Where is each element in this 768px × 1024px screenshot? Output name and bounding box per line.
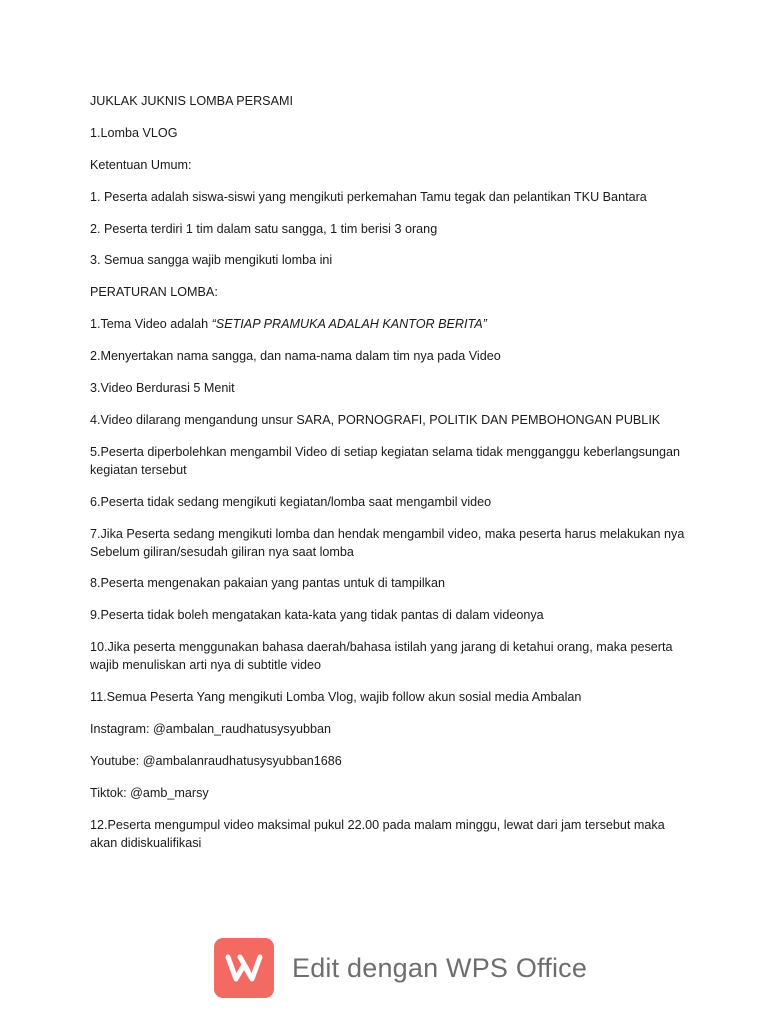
general-heading: Ketentuan Umum: bbox=[90, 157, 192, 172]
rule-item: 11.Semua Peserta Yang mengikuti Lomba Vlog, wajib follow akun sosial media Ambalan bbox=[90, 690, 582, 705]
rule-item: 9.Peserta tidak boleh mengatakan kata-kata yang tidak pantas di dalam videonya bbox=[90, 608, 544, 623]
rule-item: 2.Menyertakan nama sangga, dan nama-nama dalam tim nya pada Video bbox=[90, 349, 501, 364]
wps-edit-banner[interactable] bbox=[214, 936, 587, 1000]
rule1-prefix: 1.Tema Video adalah bbox=[90, 317, 212, 332]
instagram-handle: Instagram: @ambalan_raudhatusysyubban bbox=[90, 722, 332, 737]
rule-item: 10.Jika peserta menggunakan bahasa daerah/bahasa istilah yang jarang di ketahui orang, maka peserta wajib menuliskan arti nya di subtitle video bbox=[90, 640, 673, 673]
rule-item: 4.Video dilarang mengandung unsur SARA, PORNOGRAFI, POLITIK DAN PEMBOHONGAN PUBLIK bbox=[90, 412, 661, 427]
rule-item: 8.Peserta mengenakan pakaian yang pantas untuk di tampilkan bbox=[90, 576, 445, 591]
rule-item: 3.Video Berdurasi 5 Menit bbox=[90, 381, 235, 396]
wps-edit-text[interactable]: Edit dengan WPS Office bbox=[292, 952, 588, 983]
document-body bbox=[90, 92, 690, 866]
youtube-handle: Youtube: @ambalanraudhatusysyubban1686 bbox=[90, 753, 342, 768]
rule1-theme: “SETIAP PRAMUKA ADALAH KANTOR BERITA” bbox=[211, 317, 487, 332]
general-item: 1. Peserta adalah siswa-siswi yang mengikuti perkemahan Tamu tegak dan pelantikan TKU Bantara bbox=[90, 189, 647, 204]
rule-item: 5.Peserta diperbolehkan mengambil Video di setiap kegiatan selama tidak mengganggu keberlangsungan kegiatan tersebut bbox=[90, 444, 680, 477]
wps-logo-icon[interactable] bbox=[214, 938, 274, 998]
rule-item bbox=[90, 315, 690, 333]
document-title: JUKLAK JUKNIS LOMBA PERSAMI bbox=[90, 94, 293, 108]
general-item: 3. Semua sangga wajib mengikuti lomba ini bbox=[90, 253, 333, 268]
rule-item: 7.Jika Peserta sedang mengikuti lomba dan hendak mengambil video, maka peserta harus melakukan nya Sebelum giliran/sesudah giliran nya saat lomba bbox=[90, 526, 685, 559]
wps-w-icon bbox=[223, 947, 265, 989]
rule-item: 6.Peserta tidak sedang mengikuti kegiatan/lomba saat mengambil video bbox=[90, 494, 492, 509]
section-heading: 1.Lomba VLOG bbox=[90, 125, 178, 140]
tiktok-handle: Tiktok: @amb_marsy bbox=[90, 785, 209, 800]
general-item: 2. Peserta terdiri 1 tim dalam satu sangga, 1 tim berisi 3 orang bbox=[90, 221, 438, 236]
rules-heading: PERATURAN LOMBA: bbox=[90, 285, 218, 300]
rule-item: 12.Peserta mengumpul video maksimal pukul 22.00 pada malam minggu, lewat dari jam tersebut maka akan didiskualifikasi bbox=[90, 817, 665, 850]
